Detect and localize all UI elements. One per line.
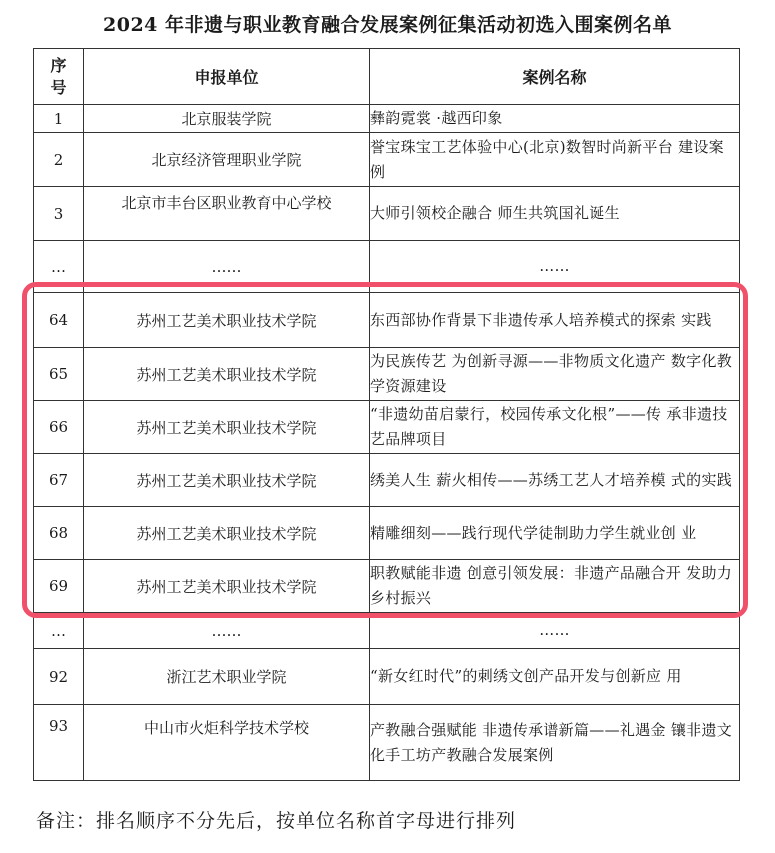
header-case: 案例名称: [370, 49, 740, 105]
row-case: 职教赋能非遗 创意引领发展：非遗产品融合开 发助力乡村振兴: [370, 560, 740, 613]
row-case: 大师引领校企融合 师生共筑国礼诞生: [370, 187, 740, 241]
row-unit: ……: [84, 613, 370, 649]
row-case: 精雕细刻——践行现代学徒制助力学生就业创 业: [370, 507, 740, 560]
row-number: 2: [34, 133, 84, 187]
row-number: 66: [34, 401, 84, 454]
row-case: ……: [370, 613, 740, 649]
row-case: 誉宝珠宝工艺体验中心(北京)数智时尚新平台 建设案例: [370, 133, 740, 187]
row-unit: 北京市丰台区职业教育中心学校: [84, 187, 370, 241]
table-row: [34, 454, 740, 507]
row-number: 67: [34, 454, 84, 507]
table-row: [34, 507, 740, 560]
case-list-table: [33, 48, 740, 781]
row-case: 东西部协作背景下非遗传承人培养模式的探索 实践: [370, 293, 740, 348]
row-number: 65: [34, 348, 84, 401]
table-row: [34, 348, 740, 401]
row-unit: 苏州工艺美术职业技术学院: [84, 454, 370, 507]
row-number: 3: [34, 187, 84, 241]
table-row: [34, 293, 740, 348]
row-unit: 北京服装学院: [84, 105, 370, 133]
row-case: 为民族传艺 为创新寻源——非物质文化遗产 数字化教学资源建设: [370, 348, 740, 401]
row-case: 产教融合强赋能 非遗传承谱新篇——礼遇金 镶非遗文化手工坊产教融合发展案例: [370, 705, 740, 781]
row-number: 93: [34, 705, 84, 781]
row-unit: 北京经济管理职业学院: [84, 133, 370, 187]
row-unit: 苏州工艺美术职业技术学院: [84, 293, 370, 348]
row-unit: 浙江艺术职业学院: [84, 649, 370, 705]
header-seq: 序 号: [34, 49, 84, 105]
header-unit: 申报单位: [84, 49, 370, 105]
row-number: …: [34, 613, 84, 649]
row-case: 绣美人生 薪火相传——苏绣工艺人才培养模 式的实践: [370, 454, 740, 507]
table-row: [34, 649, 740, 705]
footnote: 备注：排名顺序不分先后，按单位名称首字母进行排列: [36, 810, 517, 832]
row-unit: 中山市火炬科学技术学校: [84, 705, 370, 781]
row-number: 68: [34, 507, 84, 560]
row-unit: 苏州工艺美术职业技术学院: [84, 401, 370, 454]
table-row: [34, 105, 740, 133]
row-unit: ……: [84, 241, 370, 293]
table-row: [34, 133, 740, 187]
table-row: [34, 705, 740, 781]
row-case: ……: [370, 241, 740, 293]
row-number: 92: [34, 649, 84, 705]
row-number: 64: [34, 293, 84, 348]
row-unit: 苏州工艺美术职业技术学院: [84, 507, 370, 560]
table-row: [34, 187, 740, 241]
row-number: 69: [34, 560, 84, 613]
row-number: …: [34, 241, 84, 293]
table-row: [34, 560, 740, 613]
table-header-row: [34, 49, 740, 105]
table-row: [34, 401, 740, 454]
page-title: 2024 年非遗与职业教育融合发展案例征集活动初选入围案例名单: [103, 14, 672, 36]
table-row: [34, 241, 740, 293]
table-row: [34, 613, 740, 649]
row-unit: 苏州工艺美术职业技术学院: [84, 560, 370, 613]
row-unit: 苏州工艺美术职业技术学院: [84, 348, 370, 401]
row-case: “非遗幼苗启蒙行，校园传承文化根”——传 承非遗技艺品牌项目: [370, 401, 740, 454]
row-number: 1: [34, 105, 84, 133]
row-case: “新女红时代”的刺绣文创产品开发与创新应 用: [370, 649, 740, 705]
row-case: 彝韵霓裳 ·越西印象: [370, 105, 740, 133]
